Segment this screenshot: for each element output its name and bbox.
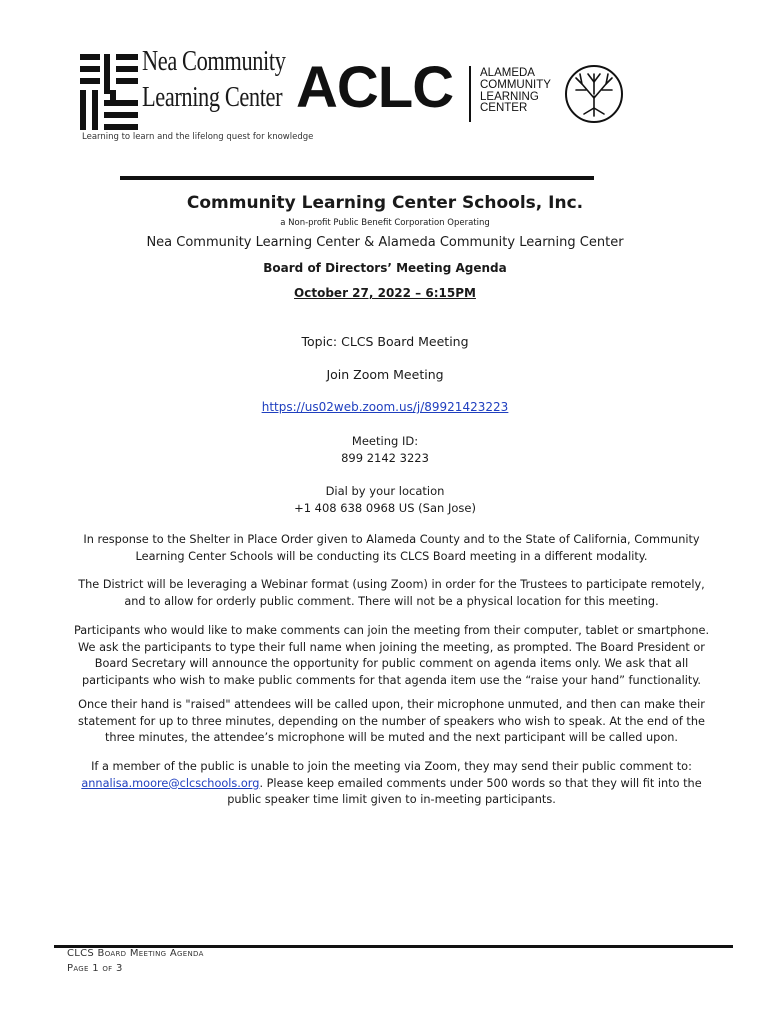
join-zoom-label: Join Zoom Meeting: [326, 367, 444, 382]
zoom-link-row: [0, 400, 770, 414]
nea-logo-tagline: Learning to learn and the lifelong quest for knowledge: [82, 132, 314, 142]
nea-logo: [80, 46, 314, 146]
nea-maze-icon: [80, 54, 138, 130]
page-title: Board of Directors’ Meeting Agenda: [263, 261, 507, 275]
paragraph-raised-hand: Once their hand is "raised" attendees will be called upon, their microphone unmuted, and then can make their statement for up to three minutes, depending on the number of speakers who wish to speak. At the end of the three minutes, the attendee’s microphone will be muted and the next participant will be called upon.: [78, 698, 705, 744]
schools-line: Nea Community Learning Center & Alameda Community Learning Center: [146, 235, 624, 250]
aclc-acronym: ACLC: [296, 55, 454, 120]
tree-emblem-icon: [564, 64, 624, 124]
paragraph-shelter-order: In response to the Shelter in Place Order given to Alameda County and to the State of California, Community Learning Center Schools will be conducting its CLCS Board meeting in a different modality.: [83, 533, 700, 563]
nea-logo-line1: Nea Community: [142, 46, 286, 77]
dial-in-label: Dial by your location: [325, 484, 445, 498]
footer-doc-title: CLCS Board Meeting Agenda: [67, 948, 204, 959]
footer-page-number: Page 1 of 3: [67, 963, 123, 974]
paragraph-email-comments: [70, 759, 713, 809]
email-link[interactable]: annalisa.moore@clcschools.org: [81, 776, 260, 790]
meeting-id-label: Meeting ID:: [351, 434, 419, 448]
paragraph-webinar-format: The District will be leveraging a Webinar format (using Zoom) in order for the Trustees to participate remotely, and to allow for orderly public comment. There will not be a physical location for this meeting.: [78, 578, 705, 608]
zoom-meeting-link[interactable]: https://us02web.zoom.us/j/89921423223: [261, 400, 509, 414]
paragraph-participant-comments: Participants who would like to make comments can join the meeting from their computer, tablet or smartphone. We ask the participants to type their full name when joining the meeting, as prompted. The Board President or Board Secretary will announce the opportunity for public comment on agenda items only. We ask that all participants who wish to make public comments for that agenda item use the “raise your hand” functionality.: [73, 624, 710, 687]
meeting-date: October 27, 2022 – 6:15PM: [294, 286, 476, 300]
nea-logo-line2: Learning Center: [142, 82, 283, 113]
aclc-name: ALAMEDA COMMUNITY LEARNING CENTER: [480, 67, 551, 115]
header-rule: [120, 176, 594, 180]
meeting-topic: Topic: CLCS Board Meeting: [301, 334, 469, 349]
organization-name: Community Learning Center Schools, Inc.: [186, 193, 584, 213]
organization-subtitle: a Non-profit Public Benefit Corporation Operating: [280, 218, 490, 228]
dial-in-number: +1 408 638 0968 US (San Jose): [294, 501, 476, 515]
aclc-logo: [296, 55, 626, 130]
aclc-divider: [469, 66, 471, 122]
email-comment-limit: . Please keep emailed comments under 500 words so that they will fit into the public speaker time limit given to in-meeting participants.: [227, 776, 702, 806]
meeting-id-value: 899 2142 3223: [341, 451, 429, 465]
email-comment-intro: If a member of the public is unable to join the meeting via Zoom, they may send their public comment to:: [91, 760, 692, 773]
